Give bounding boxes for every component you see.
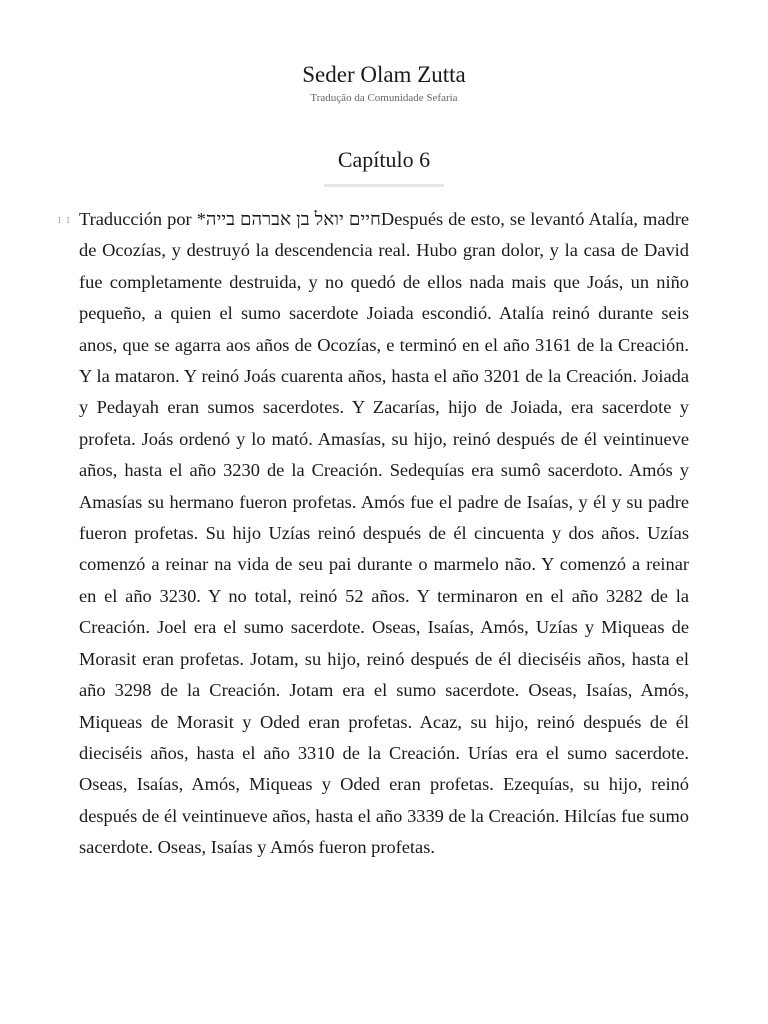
chapter-heading	[0, 146, 768, 187]
book-subtitle: Tradução da Comunidade Sefaria	[310, 92, 458, 104]
chapter-divider	[324, 184, 444, 187]
translator-name-hebrew: חיים יואל בן אברהם בייה*	[196, 209, 381, 229]
book-title: Seder Olam Zutta	[302, 62, 466, 87]
chapter-title: Capítulo 6	[337, 147, 431, 172]
verse-number[interactable]: 1 1	[57, 215, 72, 225]
verse-intro: Traducción por	[79, 209, 197, 229]
verse-body: Después de esto, se levantó Atalía, madre de Ocozías, y destruyó la descendencia real. Hubo gran dolor, y la casa de David fue completamente destruida, y no quedó de ellos nada mais que Joás, un niño pequeño, a quien el sumo sacerdote Joiada escondió. Atalía reinó durante seis anos, que se agarra aos años de Ocozías, e terminó en el año 3161 de la Creación. Y la mataron. Y reinó Joás cuarenta años, hasta el año 3201 de la Creación. Joiada y Pedayah eran sumos sacerdotes. Y Zacarías, hijo de Joiada, era sacerdote y profeta. Joás ordenó y lo mató. Amasías, su hijo, reinó después de él veintinueve años, hasta el año 3230 de la Creación. Sedequías era sumô sacerdoto. Amós y Amasías su hermano fueron profetas. Amós fue el padre de Isaías, y él y su padre fueron profetas. Su hijo Uzías reinó después de él cincuenta y dos años. Uzías comenzó a reinar na vida de seu pai durante o marmelo não. Y comenzó a reinar en el año 3230. Y no total, reinó 52 años. Y terminaron en el año 3282 de la Creación. Joel era el sumo sacerdote. Oseas, Isaías, Amós, Uzías y Miqueas de Morasit eran profetas. Jotam, su hijo, reinó después de él dieciséis años, hasta el año 3298 de la Creación. Jotam era el sumo sacerdote. Oseas, Isaías, Amós, Miqueas de Morasit y Oded eran profetas. Acaz, su hijo, reinó después de él dieciséis años, hasta el año 3310 de la Creación. Urías era el sumo sacerdote. Oseas, Isaías, Amós, Miqueas y Oded eran profetas. Ezequías, su hijo, reinó después de él veintinueve años, hasta el año 3339 de la Creación. Hilcías fue sumo sacerdote. Oseas, Isaías y Amós fueron profetas.	[79, 209, 689, 858]
verse-text	[79, 204, 689, 864]
page-header	[0, 60, 768, 105]
